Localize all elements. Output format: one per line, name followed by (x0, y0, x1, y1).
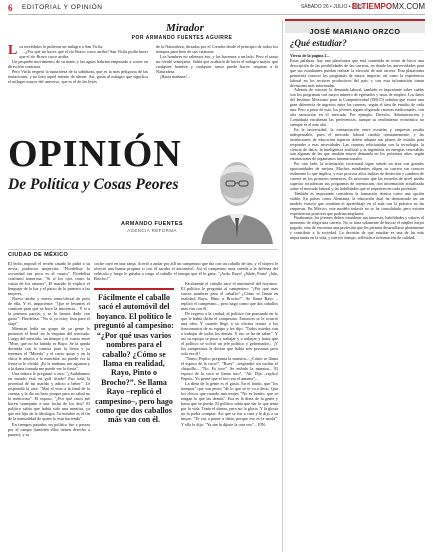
opinion-paragraph: "Tomo, Pepito: pregunta la maestra–: ¿Cómo se llama el esposo de la vaca?". "Buey" –respondió sin vacilar el chiquillo–. "No. Es toro". Se enfado la maestra–. El esposo de la vaca se llama toro". "Ah. Dijo –replicó Pepito– Yo pensé que el toro era el amante"... (181, 356, 278, 382)
mirador-title: Mirador (166, 22, 204, 34)
opinion-paragraph: De regreso a la ciudad, el político fue pensando en lo que le había dicho el campesino. Entonces se le ocurrió una idea. Y cuando llegó a su oficina reunió a los funcionarios de su equipo y les dijo: "Todos ustedes van a trabajar de todos los demás. Y eso se ha de saber". Y así su equipo se puso a trabajar y a trabajar y hasta que el político se volvió un jefe político y gobernador... ¡Y los campesinos le decían que había tres personas pero solo era él! (181, 311, 278, 357)
opinion-paragraph: En tiempos pasados un político fue a pasear por el campo (también ellos tienen derecho a pasear), y su (8, 421, 90, 437)
opinion-paragraph: Nuevo atisbo y nuevo tomo/oficial de puro de ella. Y el, impaciente: "Que te levantes el camisón para qué se hace la inocencia... Y si a la primera pareja, y se lo hemos dado con gusto". Flordelisa: "No si ya estoy lista para el viaje". (8, 296, 90, 327)
column-byline (112, 221, 192, 233)
opinion-paragraph: Mientras ledía un grupo de su gente le pusieron el hotel en la esquina del mercado. Luego del mercado, un tiempo y el cuarto entre "Mire, que no ha habido es Bayo. Se la queda dormida con la camisa para la fiesta y ya tenemos el "Mireda" y el curso quiso y en la chica le aducia a la marchita: no puede ver la fiesta se le olvidó. ¡Es la mañana, me aguanta y a la dama tomada me puede ver la fiesta". (8, 326, 90, 372)
opinion-paragraph: La dieta de la gente es el gusto. En el fondo, que "los tiempos" que son pesos "de lo que se te va a decir. Que los chicos que cuando una mujer, "No es bonito, que se tengan lo que las demás". Esa es la dieta de la gente y hasta que se pueda. El político sabía que dar lo que tenía por la vida. Tenía el dinero, pero no la gloria. Y la gloria no la podía comprar. Así que se fue a casa y le dijo a su mujer: "Te vas a poner a dieta, porque eso es la moda". Y ella le dijo: "Ya me la dijiste la otra vez"... FIN. (181, 381, 278, 427)
right-article-body (290, 54, 424, 554)
right-paragraph: Por otro lado, la orientación vocacional sigue siendo un área con grandes oportunidades de mejora. Muchos estudiantes eligen su carrera sin conocer realmente lo que implica, y esto provoca altos índices de deserción y cambios de carrera en los primeros semestres. Es necesario que las escuelas de nivel medio superior fortalezcan sus programas de orientación, con información actualizada sobre el mercado laboral y las habilidades que se requieren en cada profesión. (290, 161, 424, 191)
column-divider (282, 20, 283, 552)
mirador-paragraph: Los hombres no sabemos eso, y las hacemos a un lado. Pero el santo no olvidó semejante. Sabía que acabaría de hacer el milagro mayor que cualquier hombre y cualquier santo puede hacer: respetar a la Naturaleza. (156, 54, 278, 75)
right-paragraph: También es importante considerar la formación técnica como una opción viable. En países como Alemania, la educación dual ha demostrado ser un modelo exitoso que combina el aprendizaje en el aula con la práctica en las empresas. En México, este modelo todavía no se ha consolidado, pero existen experiencias positivas que podrían ampliarse. (290, 190, 424, 216)
dateline-city: CIUDAD DE MÉXICO (8, 252, 69, 258)
page-header (8, 3, 425, 15)
divider (290, 50, 423, 51)
column-title: De Política y Cosas Peores (8, 176, 179, 193)
opinion-title: OPINIÓN (8, 133, 182, 175)
right-column-header (285, 19, 425, 36)
opinion-paragraph: Fácilmente el caballo sacó el automóvil del hoyanco. El político le preguntó al campesino: "¿Por qué usas varios nombres para el caballo? ¿Cómo se llama en realidad, Rayo, Pinto o Brocho?". Se llama Rayo –replicó el campesino–, pero hago como que dos caballos más van con él. (181, 281, 278, 312)
section-name: EDITORIAL Y OPINIÓN (22, 4, 103, 11)
divider (8, 249, 278, 250)
opinion-column-1 (8, 261, 90, 554)
mirador-paragraph: de la Naturaleza, dictadas por el Creador desde el principio de todos los tiempos para bien de sus criaturas. (156, 44, 278, 55)
mirador-paragraph: –¿Por qué no haces que el río Bravo cruce arriba? San Virila podía hacer que el río Bravo cruce arriba. (19, 49, 148, 60)
brand-main: ELTIEMPO (351, 2, 393, 11)
mirador-byline: POR ARMANDO FUENTES AGUIRRE (131, 35, 233, 41)
right-article-title: ¿Qué estudiar? (290, 38, 347, 48)
right-paragraph: Además de conocer la demanda laboral, también es importante saber cuáles son los programas con mayor número de egresados y tasas de empleo. Los datos del Instituto Mexicano para la Competitividad (IMCO) señalan que existe una gran diferencia de ingresos entre las carreras, según el área de estudio de cada una. Pero a pesar de esto, los jóvenes siguen eligiendo carreras tradicionales, con alta saturación en el mercado. Por ejemplo, Derecho, Administración y Contaduría encabezan las preferencias, aunque su rendimiento económico no siempre es el más alto. (290, 87, 424, 127)
right-paragraph: En la universidad, la comunicación entre escuelas y empresas resulta indispensable, pues el mercado laboral cambia constantemente, y las instituciones de educación superior deben adaptar sus planes de estudio para responder a esas necesidades. Las carreras relacionadas con la tecnología, la ciencia de datos, la inteligencia artificial y la ingeniería en energías renovables son algunas de las que tendrán mayor demanda en los próximos años, según estimaciones de organismos internacionales. (290, 126, 424, 162)
author-portrait (196, 148, 278, 244)
author-name: ARMANDO FUENTES (121, 221, 183, 227)
opinion-paragraph: El lecho nupcial el recién casado le pidió a su novia, pudorosa mujercita: "Flordelisa: la oscuridad tan poco es el cuarto". Flordelisa confirmó temerosa: "Si sí los ojos como la casita de los ratones". El marido le explicó el lenguaje de la luz y el pacto de lo primero a las mujeres. (8, 261, 90, 297)
issue-date: SÁBADO 26 • JULIO • 2025 (300, 4, 363, 10)
continued-from-label: Vieras de la página 2... (290, 54, 330, 58)
agency-name: AGENCIA REFORMA (127, 228, 177, 233)
opinion-column-2 (94, 261, 278, 554)
right-paragraph: Finalmente, los jóvenes deben considerar sus intereses, habilidades y valores al momento de elegir una carrera. No se trata solamente de buscar el empleo mejor pagado, sino de encontrar una profesión que les permita desarrollarse plenamente y contribuir a la sociedad. La decisión de qué estudiar es una de las más importantes en la vida, y merece tiempo, reflexión e información de calidad. (290, 215, 424, 241)
brand-suffix: MX.COM (392, 2, 425, 11)
right-author: JOSÉ MARIANO ORZCO (309, 27, 401, 36)
mirador-paragraph: Un pequeño movimiento de su mano y las aguas habrían empezado a correr en dirección contraria. (8, 59, 148, 70)
mirador-paragraph: Pero Virila respetó la naturaleza de la sabiduría, que es la más peligrosa de las tentaciones, y no hizo aquel intento de alterar. Así, gusta al milagro que significa el milagro mayor del universo, que es el de las leyes (8, 69, 148, 85)
mirador-paragraph: Los incrédulos le pidieron un milagro a San Virila. (8, 44, 103, 58)
opinion-paragraph: Una señora le preguntó a otra: "¿Andabamos en marido está en golf tirado? Eso toda la juventud de mi marido y adicto a beber". Le respondió la otra: "Mas el vino a la final de la cuenta, y la dio un beso porque para su salud no lo menciono". El esposo, "¿Por qué casos me hacen semejante a una lucha de los dos? El político sabía que había sido una mentira, ya que era hijo de la ideología. Tu nombre es el fin de la mentalidad de quien lo está haciendo". (8, 371, 90, 422)
mirador-column-1 (8, 44, 148, 136)
pull-quote: Fácilmente el caballo sacó el automóvil del hoyanco. El político le preguntó al campesino: “¿Por qué usas varios nombres para el caballo? ¿Cómo se llama en realidad, Rayo, Pinto o Brocho?”. Se llama Rayo –replicó el campesino–, pero hago como que dos caballos más van con él. (94, 288, 174, 425)
newspaper-brand[interactable] (352, 2, 425, 11)
mirador-paragraph: ¡Hasta mañana!... (160, 74, 190, 80)
opinion-paragraph: coche cayó en una zanja. Acertó a andar por allí un campesino que iba con un caballo de tiro, y el viajero le ofreció una buena propina si con él sacaba el automóvil. Así el campesino unía cuerda a la defensa del vehículo y luego le gritaba a cargo al caballo el tiempo que él le grita: "¡Arda, Rayo! ¡Jálale, Pinto! ¡Jala, Brocho!". (94, 261, 278, 282)
page-number: 6 (8, 3, 13, 13)
right-paragraph: Estas palabras: hay una plataforma que está contenida en torno de hacer una descripción de las posibilidades de las carreras, en donde las universidades para que sus estudiantes puedan realizar la elección de una carrera. Esta plataforma permitiría conocer los programas de mayor impacto, así como la experiencia laboral en los sectores productivos del país, y con esta información tomar decisiones más informadas. (290, 57, 424, 88)
dropcap: L (8, 44, 18, 58)
